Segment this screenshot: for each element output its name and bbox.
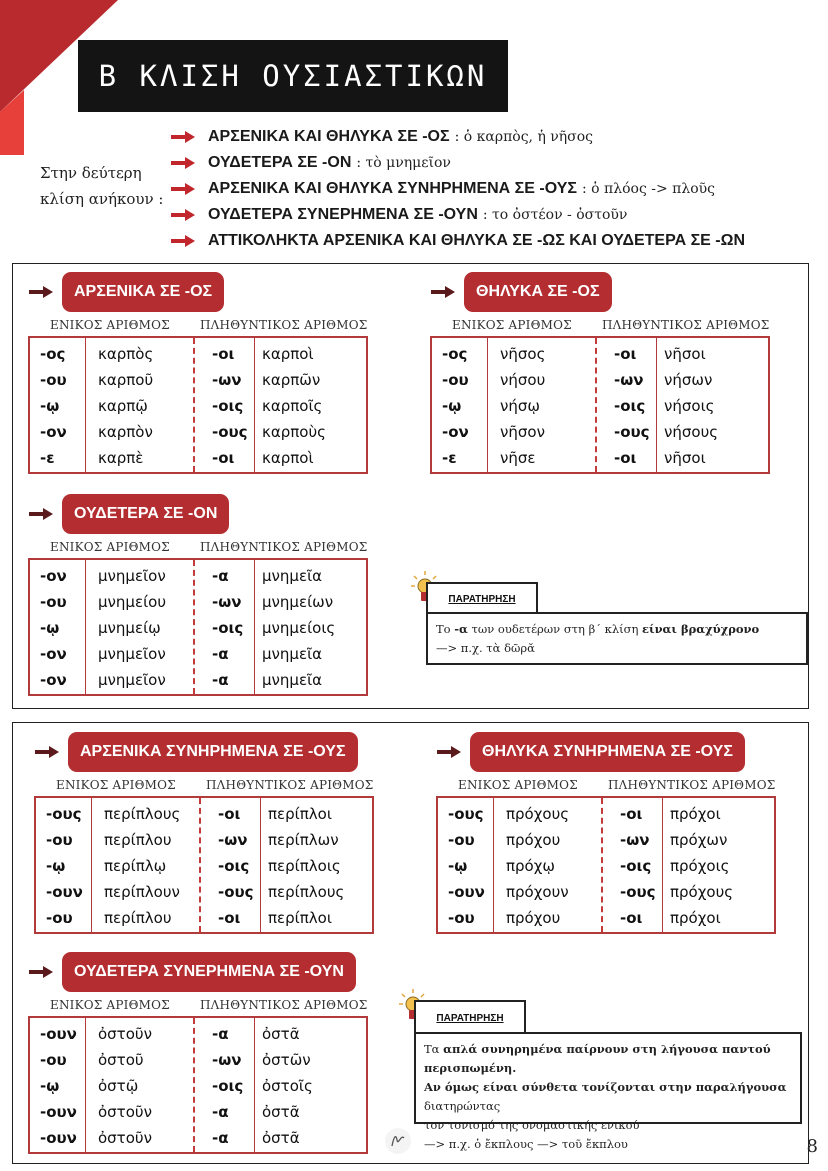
note-line: —> π.χ. τὰ δῶρᾰ <box>436 641 535 655</box>
ending-plural: -οις <box>212 1077 244 1095</box>
form-singular: πρόχου <box>506 831 561 849</box>
ending-plural: -ους <box>620 883 656 901</box>
form-plural: πρόχους <box>670 883 734 901</box>
form-plural: πρόχοι <box>670 909 721 927</box>
note-text: Τα <box>424 1042 444 1056</box>
form-singular: μνημείῳ <box>98 619 161 637</box>
ending-singular: -ουν <box>448 883 485 901</box>
table-divider <box>656 338 657 472</box>
ending-singular: -ους <box>448 805 484 823</box>
note-line <box>424 1078 792 1116</box>
arrow-right-icon <box>34 745 60 759</box>
arrow-right-icon <box>170 182 196 196</box>
section-title: ΘΗΛΥΚΑ ΣΕ -ΟΣ <box>464 272 612 312</box>
page-title: Β ΚΛΙΣΗ ΟΥΣΙΑΣΤΙΚΩΝ <box>78 40 508 112</box>
form-plural: νῆσοι <box>664 449 706 467</box>
form-singular: πρόχους <box>506 805 570 823</box>
form-plural: νῆσοι <box>664 345 706 363</box>
table-divider <box>254 560 255 694</box>
ending-singular: -ῳ <box>448 857 468 875</box>
form-plural: ὀστῶν <box>262 1051 311 1069</box>
note-text-bold: είναι βραχύχρονο <box>642 622 760 636</box>
form-plural: πρόχοι <box>670 805 721 823</box>
ending-singular: -ον <box>40 645 67 663</box>
note-text: των ουδετέρων στη β΄ κλίση <box>467 622 643 636</box>
form-plural: ὀστοῖς <box>262 1077 313 1095</box>
ending-singular: -ουν <box>46 883 83 901</box>
ending-plural: -οι <box>614 345 637 363</box>
intro-item-title: ΑΤΤΙΚΟΛΗΚΤΑ ΑΡΣΕΝΙΚΑ ΚΑΙ ΘΗΛΥΚΑ ΣΕ -ΩΣ ΚΑΙ ΟΥΔΕΤΕΡΑ ΣΕ -ΩΝ <box>208 232 745 249</box>
table-divider <box>85 338 86 472</box>
ending-singular: -ε <box>442 449 457 467</box>
form-singular: πρόχου <box>506 909 561 927</box>
signature-logo <box>383 1126 413 1156</box>
ending-plural: -ους <box>218 883 254 901</box>
ending-plural: -οις <box>218 857 250 875</box>
declension-table <box>430 336 770 474</box>
ending-singular: -ον <box>40 671 67 689</box>
note-text-bold: απλά συνηρημένα παίρνουν στη λήγουσα παντού περισπωμένη. <box>424 1042 771 1075</box>
ending-plural: -οι <box>218 805 241 823</box>
ending-plural: -οι <box>614 449 637 467</box>
table-divider <box>487 338 488 472</box>
ending-singular: -ουν <box>40 1129 77 1147</box>
column-header-plural: ΠΛΗΘΥΝΤΙΚΟΣ ΑΡΙΘΜΟΣ <box>602 318 770 332</box>
form-plural: νήσοις <box>664 397 715 415</box>
form-singular: μνημείου <box>98 593 167 611</box>
arrow-right-icon <box>28 285 54 299</box>
ending-singular: -ε <box>40 449 55 467</box>
form-plural: ὀστᾶ <box>262 1025 300 1043</box>
ending-plural: -α <box>212 1129 229 1147</box>
declension-table <box>34 796 374 934</box>
table-divider <box>254 338 255 472</box>
ending-plural: -ων <box>614 371 644 389</box>
column-header-singular: ΕΝΙΚΟΣ ΑΡΙΘΜΟΣ <box>452 318 572 332</box>
arrow-right-icon <box>170 156 196 170</box>
note-line <box>436 620 798 639</box>
section-header <box>28 952 356 992</box>
declension-table <box>436 796 776 934</box>
intro-list <box>170 124 820 254</box>
table-divider-dashed <box>193 338 195 472</box>
form-singular: καρπὲ <box>98 449 144 467</box>
form-singular: νῆσε <box>500 449 536 467</box>
form-plural: πρόχοις <box>670 857 730 875</box>
form-plural: μνημεῖα <box>262 645 323 663</box>
form-plural: περίπλοι <box>268 909 332 927</box>
section-title: ΑΡΣΕΝΙΚΑ ΣΕ -ΟΣ <box>62 272 224 312</box>
ending-plural: -ων <box>212 1051 242 1069</box>
form-plural: καρποὶ <box>262 449 314 467</box>
column-header-plural: ΠΛΗΘΥΝΤΙΚΟΣ ΑΡΙΘΜΟΣ <box>200 318 368 332</box>
column-header-plural: ΠΛΗΘΥΝΤΙΚΟΣ ΑΡΙΘΜΟΣ <box>200 998 368 1012</box>
arrow-right-icon <box>170 234 196 248</box>
form-singular: περίπλους <box>104 805 181 823</box>
ending-plural: -α <box>212 1103 229 1121</box>
ending-plural: -ων <box>212 593 242 611</box>
declension-table <box>28 1016 368 1154</box>
note-line <box>424 1040 792 1078</box>
ending-singular: -ου <box>46 831 73 849</box>
note-text: διατηρώντας <box>424 1099 501 1113</box>
column-header-singular: ΕΝΙΚΟΣ ΑΡΙΘΜΟΣ <box>50 318 170 332</box>
ending-plural: -ων <box>212 371 242 389</box>
intro-item <box>170 176 820 202</box>
table-divider <box>260 798 261 932</box>
ending-singular: -ῳ <box>40 397 60 415</box>
note-text-bold: -α <box>454 622 468 636</box>
form-plural: καρποὺς <box>262 423 326 441</box>
table-divider-dashed <box>601 798 603 932</box>
form-singular: καρπῷ <box>98 397 148 415</box>
form-plural: περίπλων <box>268 831 339 849</box>
form-plural: νήσων <box>664 371 713 389</box>
page-number: 8 <box>806 1136 818 1157</box>
table-divider <box>254 1018 255 1152</box>
form-plural: καρπῶν <box>262 371 321 389</box>
intro-item-title: ΑΡΣΕΝΙΚΑ ΚΑΙ ΘΗΛΥΚΑ ΣΥΝΗΡΗΜΕΝΑ ΣΕ -ΟΥΣ <box>208 180 577 197</box>
ending-plural: -οι <box>212 345 235 363</box>
note-text: Το <box>436 622 455 636</box>
table-divider <box>493 798 494 932</box>
form-singular: ὀστοῦν <box>98 1025 152 1043</box>
form-singular: περίπλου <box>104 831 172 849</box>
ending-singular: -ον <box>40 423 67 441</box>
intro-item-example: : το ὀστέον - ὀστοῦν <box>482 207 628 223</box>
ending-singular: -ου <box>448 831 475 849</box>
column-header-plural: ΠΛΗΘΥΝΤΙΚΟΣ ΑΡΙΘΜΟΣ <box>206 778 374 792</box>
ending-singular: -ου <box>46 909 73 927</box>
form-singular: μνημεῖον <box>98 645 166 663</box>
form-singular: ὀστοῦν <box>98 1103 152 1121</box>
table-divider-dashed <box>193 560 195 694</box>
ending-plural: -οις <box>620 857 652 875</box>
intro-label: Στην δεύτερη κλίση ανήκουν : <box>40 164 164 208</box>
arrow-right-icon <box>170 208 196 222</box>
form-plural: πρόχων <box>670 831 728 849</box>
note-box <box>414 1032 802 1151</box>
form-plural: μνημεῖα <box>262 671 323 689</box>
ending-singular: -ῳ <box>40 619 60 637</box>
section-header <box>28 272 224 312</box>
note-tag: ΠΑΡΑΤΗΡΗΣΗ <box>426 582 538 616</box>
form-singular: περίπλῳ <box>104 857 167 875</box>
intro-item-title: ΟΥΔΕΤΕΡΑ ΣΥΝΕΡΗΜΕΝΑ ΣΕ -ΟΥΝ <box>208 206 478 223</box>
form-plural: ὀστᾶ <box>262 1103 300 1121</box>
intro-item-example: : ὁ πλόος -> πλοῦς <box>581 181 716 197</box>
form-plural: καρποὶ <box>262 345 314 363</box>
ending-plural: -οις <box>614 397 646 415</box>
ending-singular: -ου <box>40 1051 67 1069</box>
declension-table <box>28 558 368 696</box>
ending-plural: -ους <box>212 423 248 441</box>
form-singular: νῆσον <box>500 423 545 441</box>
ending-singular: -ουν <box>40 1025 77 1043</box>
column-header-singular: ΕΝΙΚΟΣ ΑΡΙΘΜΟΣ <box>56 778 176 792</box>
ending-singular: -ῳ <box>40 1077 60 1095</box>
ending-plural: -ων <box>620 831 650 849</box>
column-header-plural: ΠΛΗΘΥΝΤΙΚΟΣ ΑΡΙΘΜΟΣ <box>200 540 368 554</box>
column-header-singular: ΕΝΙΚΟΣ ΑΡΙΘΜΟΣ <box>458 778 578 792</box>
ending-plural: -α <box>212 1025 229 1043</box>
form-singular: καρπὸν <box>98 423 153 441</box>
form-plural: νήσους <box>664 423 719 441</box>
arrow-right-icon <box>28 507 54 521</box>
form-singular: καρπὸς <box>98 345 154 363</box>
form-singular: μνημεῖον <box>98 671 166 689</box>
arrow-right-icon <box>430 285 456 299</box>
intro-item-example: : τὸ μνημεῖον <box>356 155 451 171</box>
ending-singular: -ῳ <box>46 857 66 875</box>
column-header-singular: ΕΝΙΚΟΣ ΑΡΙΘΜΟΣ <box>50 998 170 1012</box>
table-divider <box>85 560 86 694</box>
note-tag: ΠΑΡΑΤΗΡΗΣΗ <box>414 1000 526 1036</box>
ending-singular: -ος <box>40 345 66 363</box>
ending-singular: -ον <box>442 423 469 441</box>
form-plural: περίπλοι <box>268 805 332 823</box>
form-plural: μνημείοις <box>262 619 336 637</box>
declension-table <box>28 336 368 474</box>
ending-singular: -ου <box>40 593 67 611</box>
ending-singular: -ος <box>442 345 468 363</box>
intro-item <box>170 124 820 150</box>
intro-item <box>170 228 820 254</box>
note-text-bold: Αν όμως είναι σύνθετα τονίζονται στην παραλήγουσα <box>424 1080 787 1094</box>
section-header <box>436 732 745 772</box>
intro-item <box>170 150 820 176</box>
ending-plural: -οι <box>212 449 235 467</box>
form-plural: περίπλους <box>268 883 345 901</box>
form-singular: περίπλουν <box>104 883 180 901</box>
intro-item-title: ΑΡΣΕΝΙΚΑ ΚΑΙ ΘΗΛΥΚΑ ΣΕ -ΟΣ <box>208 128 450 145</box>
ending-singular: -ου <box>40 371 67 389</box>
form-singular: περίπλου <box>104 909 172 927</box>
form-plural: καρποῖς <box>262 397 323 415</box>
section-title: ΑΡΣΕΝΙΚΑ ΣΥΝΗΡΗΜΕΝΑ ΣΕ -ΟΥΣ <box>68 732 358 772</box>
ending-plural: -ων <box>218 831 248 849</box>
form-singular: ὀστῷ <box>98 1077 139 1095</box>
note-line: —> π.χ. ὁ ἔκπλους —> τοῦ ἔκπλου <box>424 1137 628 1151</box>
ending-plural: -οι <box>620 805 643 823</box>
table-divider-dashed <box>193 1018 195 1152</box>
ending-plural: -οις <box>212 619 244 637</box>
section-title: ΟΥΔΕΤΕΡΑ ΣΕ -ΟΝ <box>62 494 229 534</box>
form-singular: νήσου <box>500 371 546 389</box>
form-plural: μνημεῖα <box>262 567 323 585</box>
table-divider-dashed <box>199 798 201 932</box>
ending-plural: -οι <box>218 909 241 927</box>
intro-item <box>170 202 820 228</box>
ending-singular: -ου <box>448 909 475 927</box>
ending-singular: -ους <box>46 805 82 823</box>
form-singular: ὀστοῦν <box>98 1129 152 1147</box>
ending-singular: -ῳ <box>442 397 462 415</box>
note-box <box>426 612 808 665</box>
ending-plural: -α <box>212 671 229 689</box>
arrow-right-icon <box>28 965 54 979</box>
ending-singular: -ουν <box>40 1103 77 1121</box>
form-singular: πρόχουν <box>506 883 569 901</box>
note-line: τον τονισμό της ονομαστικής ενικού <box>424 1118 640 1132</box>
form-singular: καρποῦ <box>98 371 154 389</box>
table-divider <box>662 798 663 932</box>
ending-plural: -ους <box>614 423 650 441</box>
column-header-plural: ΠΛΗΘΥΝΤΙΚΟΣ ΑΡΙΘΜΟΣ <box>608 778 776 792</box>
form-plural: ὀστᾶ <box>262 1129 300 1147</box>
section-title: ΘΗΛΥΚΑ ΣΥΝΗΡΗΜΕΝΑ ΣΕ -ΟΥΣ <box>470 732 745 772</box>
form-singular: νήσῳ <box>500 397 540 415</box>
form-singular: ὀστοῦ <box>98 1051 144 1069</box>
arrow-right-icon <box>436 745 462 759</box>
table-divider <box>91 798 92 932</box>
ending-plural: -α <box>212 567 229 585</box>
ending-singular: -ον <box>40 567 67 585</box>
ending-plural: -α <box>212 645 229 663</box>
section-header <box>430 272 612 312</box>
section-header <box>34 732 358 772</box>
ending-plural: -οις <box>212 397 244 415</box>
intro-item-example: : ὁ καρπὸς, ἡ νῆσος <box>454 129 594 145</box>
intro-item-title: ΟΥΔΕΤΕΡΑ ΣΕ -ΟΝ <box>208 154 352 171</box>
form-singular: μνημεῖον <box>98 567 166 585</box>
form-plural: περίπλοις <box>268 857 341 875</box>
ending-plural: -οι <box>620 909 643 927</box>
arrow-right-icon <box>170 130 196 144</box>
section-title: ΟΥΔΕΤΕΡΑ ΣΥΝΕΡΗΜΕΝΑ ΣΕ -ΟΥΝ <box>62 952 356 992</box>
table-divider-dashed <box>595 338 597 472</box>
section-header <box>28 494 229 534</box>
ending-singular: -ου <box>442 371 469 389</box>
form-singular: πρόχῳ <box>506 857 555 875</box>
table-divider <box>85 1018 86 1152</box>
form-plural: μνημείων <box>262 593 334 611</box>
column-header-singular: ΕΝΙΚΟΣ ΑΡΙΘΜΟΣ <box>50 540 170 554</box>
form-singular: νῆσος <box>500 345 546 363</box>
